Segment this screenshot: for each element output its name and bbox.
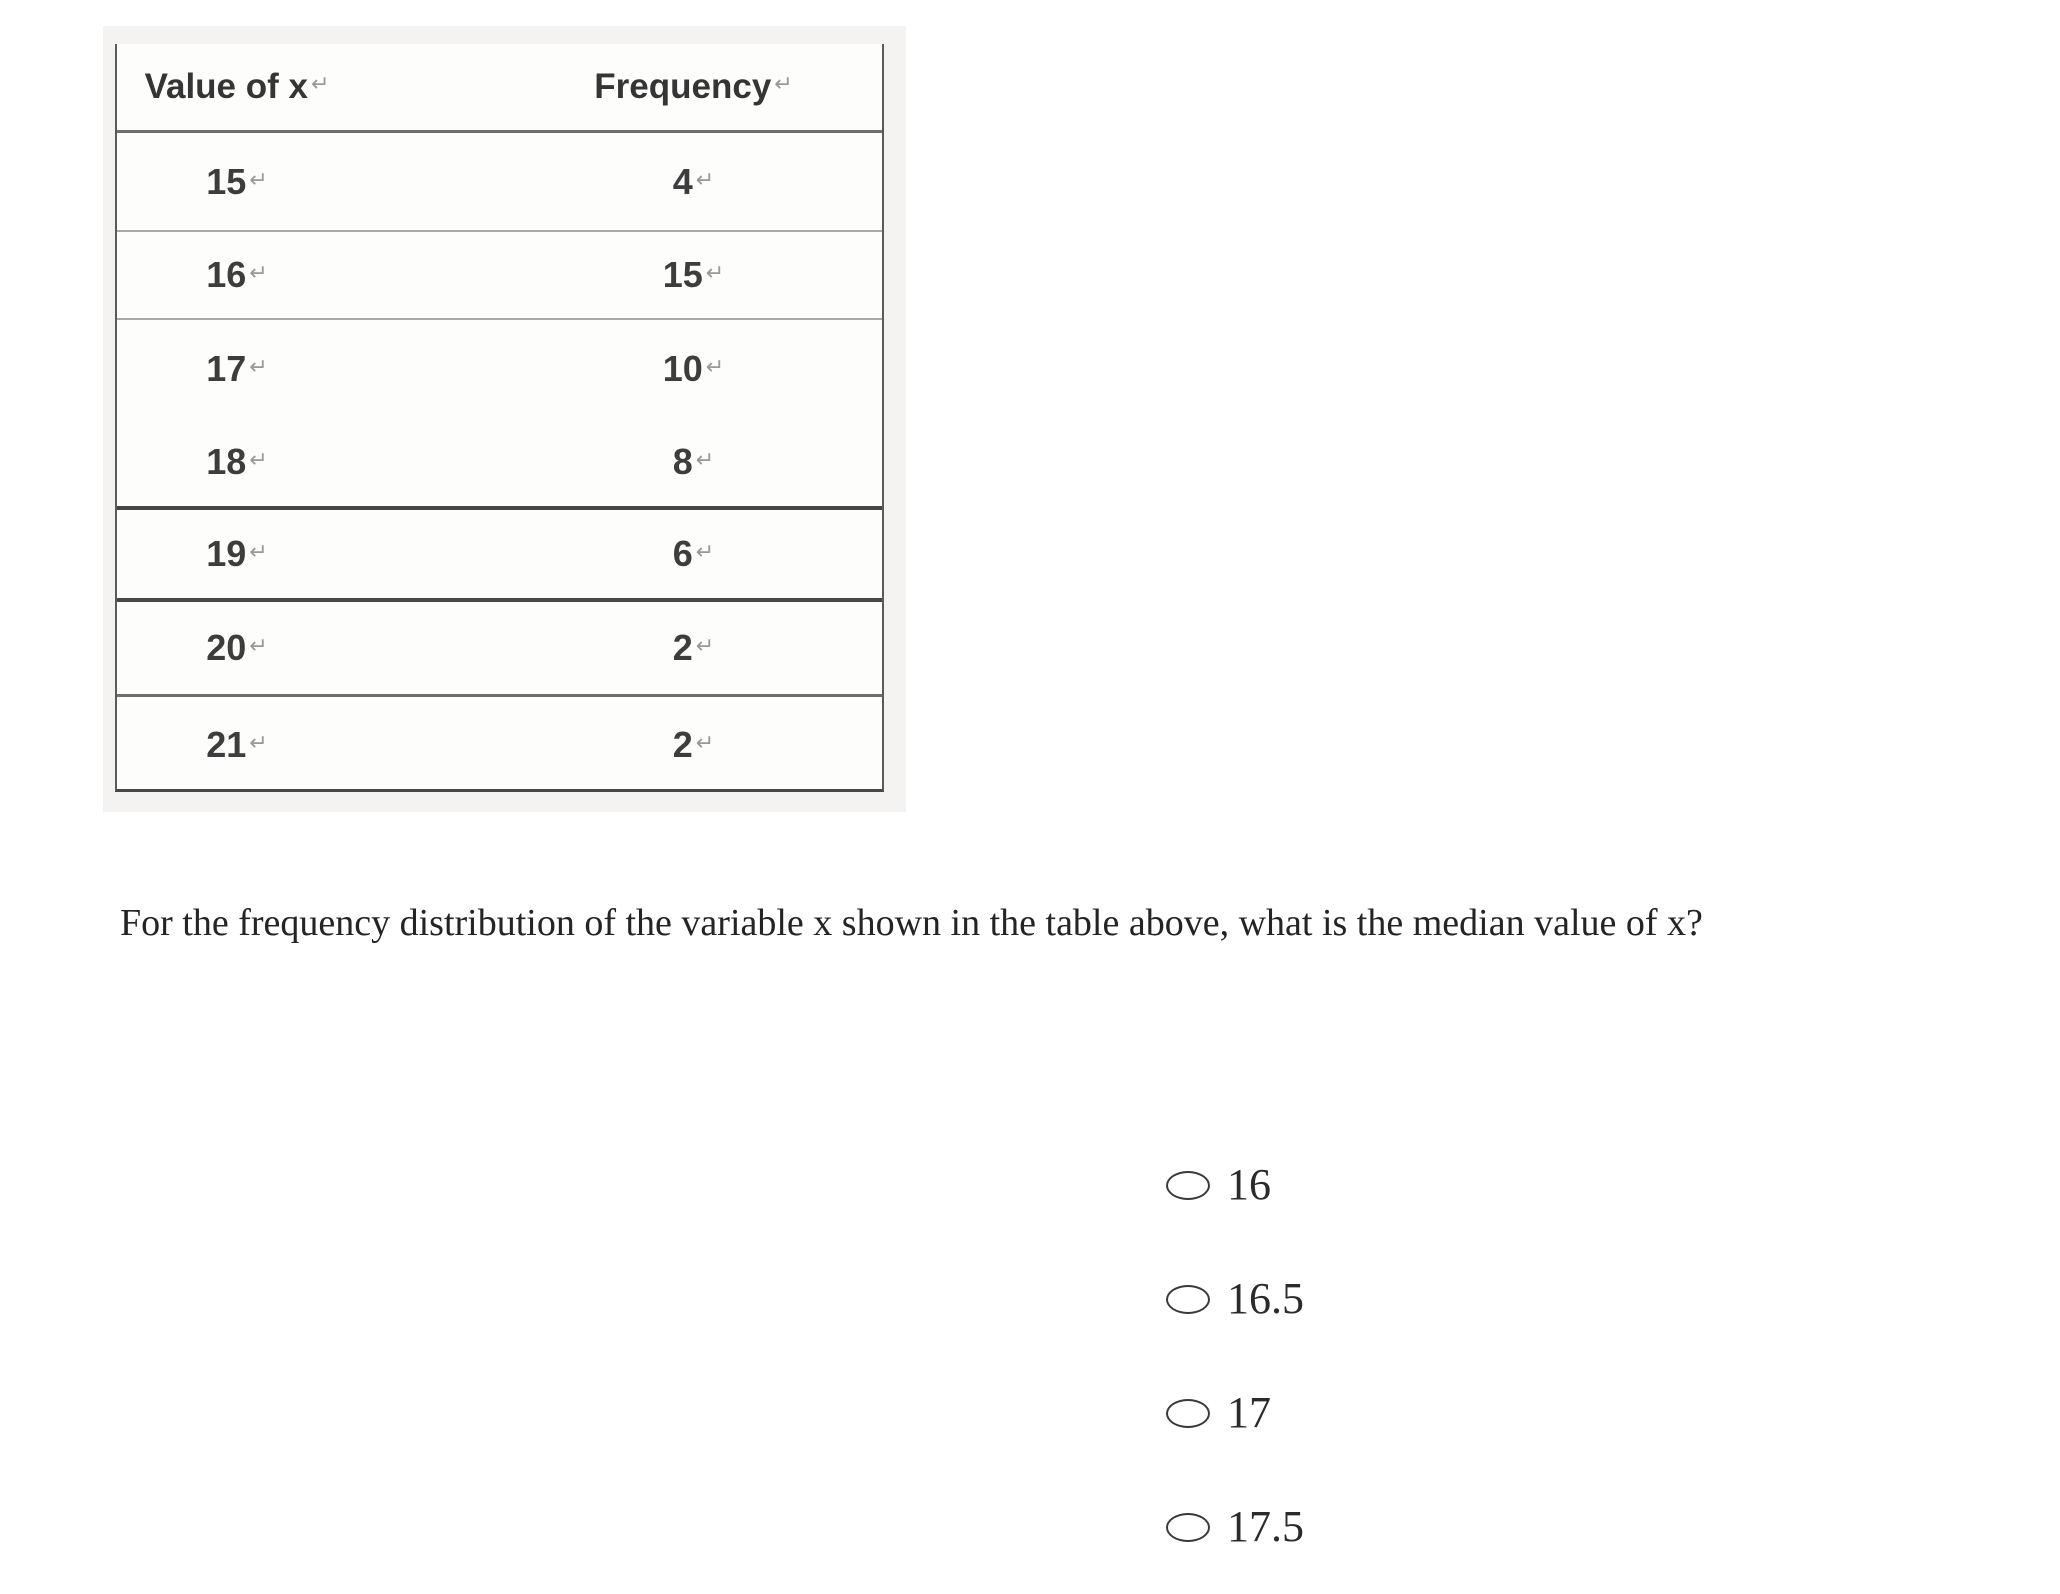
value-cell: 19 ↵ [206, 533, 268, 574]
radio-button-icon[interactable] [1166, 1171, 1210, 1200]
frequency-cell: 4 ↵ [672, 160, 715, 202]
radio-button-icon[interactable] [1166, 1285, 1210, 1314]
answer-option[interactable] [1166, 1497, 1304, 1557]
line-break-mark-icon: ↵ [249, 447, 268, 472]
line-break-mark-icon: ↵ [705, 354, 725, 379]
frequency-cell: 15 ↵ [662, 254, 725, 295]
option-label: 17 [1227, 1388, 1271, 1437]
value-cell: 17 ↵ [206, 348, 268, 389]
line-break-mark-icon: ↵ [695, 633, 715, 658]
line-break-mark-icon: ↵ [774, 71, 793, 96]
answer-option[interactable] [1166, 1269, 1304, 1329]
line-break-mark-icon: ↵ [249, 539, 268, 564]
value-cell: 18 ↵ [206, 441, 268, 482]
table-header-row [117, 44, 882, 133]
value-cell: 21 ↵ [206, 723, 268, 765]
table-row [117, 320, 882, 418]
frequency-cell: 8 ↵ [672, 441, 715, 482]
line-break-mark-icon: ↵ [249, 260, 268, 285]
frequency-table [115, 44, 884, 792]
frequency-cell: 2 ↵ [672, 723, 715, 765]
table-row [117, 133, 882, 232]
table-row [117, 602, 882, 697]
radio-button-icon[interactable] [1166, 1399, 1210, 1428]
table-screenshot-region [103, 26, 906, 812]
header-cell-frequency: Frequency ↵ [594, 67, 793, 106]
table-row [117, 232, 882, 320]
value-cell: 16 ↵ [206, 254, 268, 295]
line-break-mark-icon: ↵ [249, 166, 268, 192]
line-break-mark-icon: ↵ [695, 539, 715, 564]
table-row [117, 697, 882, 792]
line-break-mark-icon: ↵ [695, 729, 715, 755]
value-cell: 20 ↵ [206, 627, 268, 668]
option-label: 16 [1227, 1160, 1271, 1209]
table-row [117, 418, 882, 510]
table-row [117, 510, 882, 602]
option-label: 16.5 [1227, 1274, 1304, 1323]
frequency-cell: 10 ↵ [662, 348, 725, 389]
answer-option[interactable] [1166, 1383, 1271, 1443]
line-break-mark-icon: ↵ [695, 447, 715, 472]
question-text: For the frequency distribution of the variable x shown in the table above, what is the median value of x? [120, 902, 1703, 944]
answer-option[interactable] [1166, 1155, 1271, 1215]
header-cell-value-of-x: Value of x ↵ [144, 67, 330, 106]
line-break-mark-icon: ↵ [249, 633, 268, 658]
value-cell: 15 ↵ [206, 160, 268, 202]
radio-button-icon[interactable] [1166, 1513, 1210, 1542]
line-break-mark-icon: ↵ [249, 729, 268, 755]
line-break-mark-icon: ↵ [695, 166, 715, 192]
line-break-mark-icon: ↵ [249, 354, 268, 379]
line-break-mark-icon: ↵ [310, 71, 330, 96]
option-label: 17.5 [1227, 1502, 1304, 1551]
line-break-mark-icon: ↵ [705, 260, 725, 285]
frequency-cell: 6 ↵ [672, 533, 715, 574]
frequency-cell: 2 ↵ [672, 627, 715, 668]
